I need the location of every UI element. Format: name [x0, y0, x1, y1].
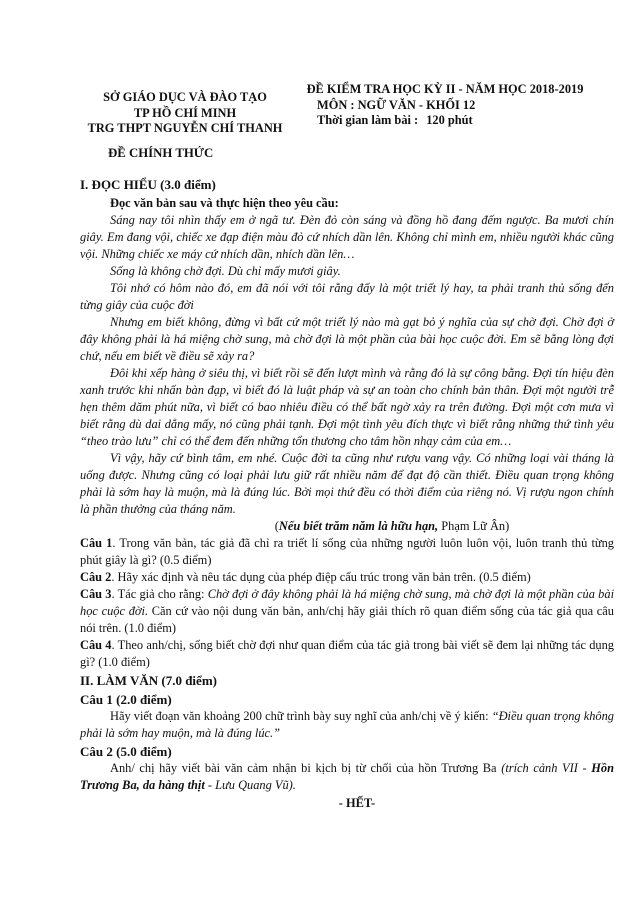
passage-paragraph: Nhưng em biết không, đừng vì bất cứ một triết lý nào mà gạt bỏ ý nghĩa của sự chờ đợi. Chờ đợi ở đây không phải là há miệng chờ sung, mà chờ đợi là một phần của bài học cuộc đời. Em sẽ bằng lòng đợi chứ, nếu em biết về điều sẽ xảy ra? [80, 315, 614, 363]
time-label: Thời gian làm bài : [317, 113, 419, 127]
task-text: Hãy viết đoạn văn khoảng 200 chữ trình bày suy nghĩ của anh/chị về ý kiến: [110, 709, 492, 723]
end-marker: - HẾT- [338, 796, 376, 810]
task-ref-open: (trích cảnh VII - [501, 761, 592, 775]
writing-q2-text [80, 760, 614, 794]
task-quote: “Điều quan trọng không phải là sớm hay muộn, mà là đúng lúc.” [80, 709, 614, 740]
task-ref-close: - Lưu Quang Vũ). [204, 778, 296, 792]
official-label: ĐỀ CHÍNH THỨC [108, 146, 214, 160]
exam-header [280, 82, 610, 129]
city-name: TP HỒ CHÍ MINH [133, 105, 237, 120]
section-1-title: I. ĐỌC HIỂU (3.0 điểm) [80, 177, 216, 192]
passage-paragraph: Tôi nhớ có hôm nào đó, em đã nói với tôi rằng đấy là một triết lý hay, ta phải tranh thủ sống đến từng giây của cuộc đời [80, 281, 614, 312]
passage-paragraph: Sáng nay tôi nhìn thấy em ở ngã tư. Đèn đỏ còn sáng và đồng hồ đang đếm ngược. Ba mươi chín giây. Em đang vội, chiếc xe đạp điện màu đỏ cứ nhích dần lên. Không chỉ mình em, nhiều người khác cũng vội. Những chiếc xe máy cứ nhích dần, nhích dần lên… [80, 213, 614, 261]
reading-instruction: Đọc văn bản sau và thực hiện theo yêu cầu: [110, 196, 339, 210]
passage-paragraph: Đôi khi xếp hàng ở siêu thị, vì biết rồi sẽ đến lượt mình và rằng đó là sự công bằng. Đợi tín hiệu đèn xanh trước khi nhấn bàn đạp, vì biết đó là luật pháp và sự an toàn cho chính bản thân. Đợi một người trễ hẹn thêm dăm phút nữa, vì biết có bao nhiêu điều có thể bất ngờ xảy ra trên đường. Đợi một cơn mưa vì biết rằng dù dai dẳng mấy, nó cũng phải tạnh. Đợi một tình yêu đích thực vì biết rằng những thứ tình yêu “theo trào lưu” chỉ có thể đem đến những tổn thương cho tâm hồn nhạy cảm của em… [80, 366, 614, 448]
question-text: . Hãy xác định và nêu tác dụng của phép điệp cấu trúc trong văn bản trên. (0.5 điểm) [111, 570, 531, 584]
source-title: Nếu biết trăm năm là hữu hạn, [278, 519, 439, 533]
time-value: 120 phút [426, 113, 473, 127]
section-2-title: II. LÀM VĂN (7.0 điểm) [80, 673, 217, 688]
passage-source [80, 518, 614, 535]
school-name: TRG THPT NGUYỄN CHÍ THANH [87, 121, 283, 135]
source-open: ( [274, 519, 279, 533]
question-2 [80, 569, 614, 586]
question-label: Câu 1 [80, 536, 113, 550]
question-4 [80, 637, 614, 671]
question-text: . Theo anh/chị, sống biết chờ đợi như quan điểm của tác giả trong bài viết sẽ đem lại những tác dụng gì? (1.0 điểm) [80, 638, 615, 669]
exam-subject: MÔN : NGỮ VĂN - KHỐI 12 [317, 97, 476, 112]
department-name: SỞ GIÁO DỤC VÀ ĐÀO TẠO [103, 90, 267, 104]
task-text: Anh/ chị hãy viết bài văn cảm nhận bi kịch bị từ chối của hồn Trương Ba [110, 761, 502, 775]
question-text: Căn cứ vào nội dung văn bản, anh/chị hãy giải thích rõ quan điểm sống của tác giả qua câu nói trên. (1.0 điểm) [80, 604, 614, 635]
writing-q2-title: Câu 2 (5.0 điểm) [80, 744, 172, 759]
exam-title: ĐỀ KIỂM TRA HỌC KỲ II - NĂM HỌC 2018-2019 [306, 82, 584, 96]
question-label: Câu 2 [80, 570, 112, 584]
task-work-title: Hồn Trương Ba, da hàng thịt [80, 761, 615, 792]
question-label: Câu 4 [80, 638, 112, 652]
writing-q1-title: Câu 1 (2.0 điểm) [80, 692, 172, 707]
passage-paragraph: Vì vậy, hãy cứ bình tâm, em nhé. Cuộc đời ta cũng như rượu vang vậy. Có những loại vài tháng là uống được. Nhưng cũng có loại phải lưu giữ rất nhiều năm để đạt độ cần thiết. Điều quan trọng không phải là sớm hay là muộn, mà là đúng lúc. Bởi mọi thứ đều có thời điểm của riêng nó. Vị rượu ngon chính là phần thưởng của tháng năm. [80, 451, 614, 516]
question-quote: Chờ đợi ở đây không phải là há miệng chờ sung, mà chờ đợi là một phần của bài học cuộc đời. [80, 587, 615, 618]
question-label: Câu 3 [80, 587, 112, 601]
reading-passage [80, 212, 614, 518]
passage-paragraph: Sống là không chờ đợi. Dù chỉ mấy mươi giây. [110, 264, 341, 278]
question-text: . Trong văn bản, tác giả đã chỉ ra triết lí sống của những người luôn luôn vội, luôn tranh thủ từng phút giây là gì? (0.5 điểm) [80, 536, 614, 567]
source-author: Phạm Lữ Ân) [438, 519, 510, 533]
question-1 [80, 535, 614, 569]
exam-body [80, 170, 614, 812]
exam-time [280, 113, 610, 129]
writing-q1-text [80, 708, 614, 742]
question-text: . Tác giả cho rằng: [111, 587, 208, 601]
school-header [70, 90, 300, 137]
question-3 [80, 586, 614, 637]
